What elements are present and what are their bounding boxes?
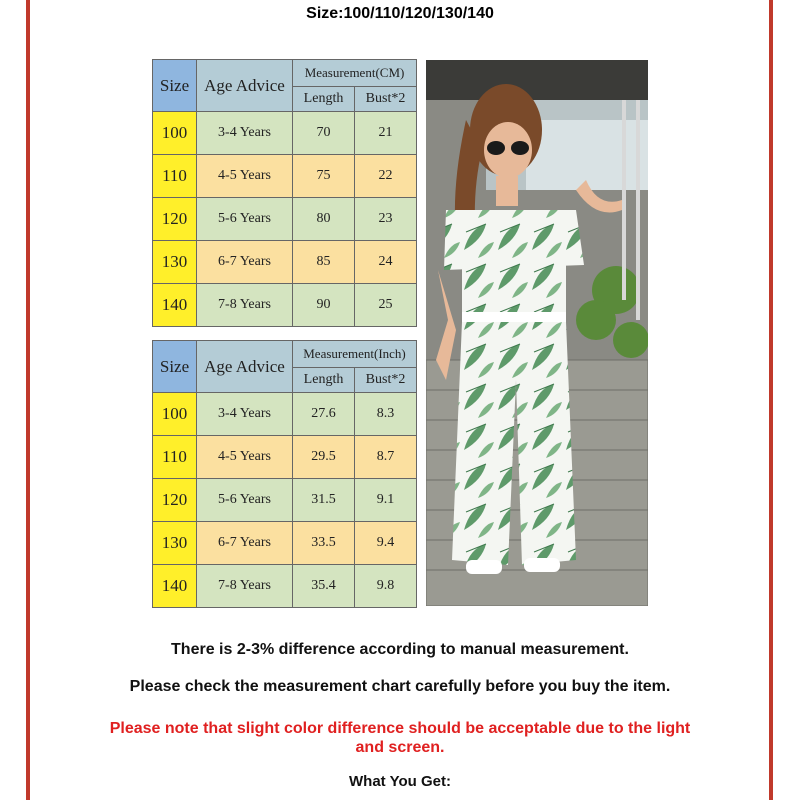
size-chart-cm bbox=[152, 59, 417, 327]
table-row bbox=[153, 522, 417, 565]
bust-cell: 25 bbox=[355, 284, 417, 327]
size-cell: 120 bbox=[153, 479, 197, 522]
table-row bbox=[153, 241, 417, 284]
size-cell: 140 bbox=[153, 565, 197, 608]
table-row bbox=[153, 198, 417, 241]
length-cell: 35.4 bbox=[293, 565, 355, 608]
age-cell: 7-8 Years bbox=[197, 565, 293, 608]
length-cell: 70 bbox=[293, 112, 355, 155]
size-cell: 110 bbox=[153, 436, 197, 479]
size-cell: 120 bbox=[153, 198, 197, 241]
length-cell: 27.6 bbox=[293, 393, 355, 436]
size-cell: 110 bbox=[153, 155, 197, 198]
table-row bbox=[153, 112, 417, 155]
table-row bbox=[153, 565, 417, 608]
bust-header: Bust*2 bbox=[355, 87, 417, 112]
length-cell: 80 bbox=[293, 198, 355, 241]
length-header: Length bbox=[293, 87, 355, 112]
measurement-difference-note: There is 2-3% difference according to manual measurement. bbox=[171, 641, 629, 658]
length-cell: 85 bbox=[293, 241, 355, 284]
table-row bbox=[153, 479, 417, 522]
size-cell: 130 bbox=[153, 522, 197, 565]
age-cell: 3-4 Years bbox=[197, 393, 293, 436]
size-cell: 140 bbox=[153, 284, 197, 327]
what-you-get-heading: What You Get: bbox=[349, 773, 451, 790]
age-advice-header: Age Advice bbox=[197, 60, 293, 112]
age-cell: 3-4 Years bbox=[197, 112, 293, 155]
check-chart-note: Please check the measurement chart carefully before you buy the item. bbox=[129, 678, 671, 695]
bust-cell: 22 bbox=[355, 155, 417, 198]
measurement-header: Measurement(CM) bbox=[293, 60, 417, 87]
age-cell: 6-7 Years bbox=[197, 241, 293, 284]
length-cell: 29.5 bbox=[293, 436, 355, 479]
size-chart-inch bbox=[152, 340, 417, 608]
age-cell: 4-5 Years bbox=[197, 155, 293, 198]
bust-cell: 8.7 bbox=[355, 436, 417, 479]
age-cell: 5-6 Years bbox=[197, 479, 293, 522]
length-header: Length bbox=[293, 368, 355, 393]
age-cell: 6-7 Years bbox=[197, 522, 293, 565]
length-cell: 75 bbox=[293, 155, 355, 198]
size-cell: 100 bbox=[153, 393, 197, 436]
bust-cell: 23 bbox=[355, 198, 417, 241]
age-cell: 4-5 Years bbox=[197, 436, 293, 479]
bust-cell: 24 bbox=[355, 241, 417, 284]
measurement-header: Measurement(Inch) bbox=[293, 341, 417, 368]
table-row bbox=[153, 393, 417, 436]
age-advice-header: Age Advice bbox=[197, 341, 293, 393]
age-cell: 7-8 Years bbox=[197, 284, 293, 327]
length-cell: 33.5 bbox=[293, 522, 355, 565]
bust-cell: 9.4 bbox=[355, 522, 417, 565]
length-cell: 31.5 bbox=[293, 479, 355, 522]
age-cell: 5-6 Years bbox=[197, 198, 293, 241]
bust-cell: 21 bbox=[355, 112, 417, 155]
table-row bbox=[153, 284, 417, 327]
bust-header: Bust*2 bbox=[355, 368, 417, 393]
length-cell: 90 bbox=[293, 284, 355, 327]
bust-cell: 8.3 bbox=[355, 393, 417, 436]
color-difference-note: Please note that slight color difference should be acceptable due to the light and screen. bbox=[109, 720, 691, 756]
size-header: Size bbox=[153, 60, 197, 112]
size-title: Size:100/110/120/130/140 bbox=[306, 5, 494, 22]
product-photo-illustration bbox=[426, 60, 648, 606]
bust-cell: 9.1 bbox=[355, 479, 417, 522]
bust-cell: 9.8 bbox=[355, 565, 417, 608]
table-row bbox=[153, 436, 417, 479]
right-border bbox=[769, 0, 773, 800]
table-row bbox=[153, 155, 417, 198]
size-cell: 100 bbox=[153, 112, 197, 155]
size-header: Size bbox=[153, 341, 197, 393]
size-cell: 130 bbox=[153, 241, 197, 284]
left-border bbox=[26, 0, 30, 800]
product-photo bbox=[426, 60, 648, 606]
